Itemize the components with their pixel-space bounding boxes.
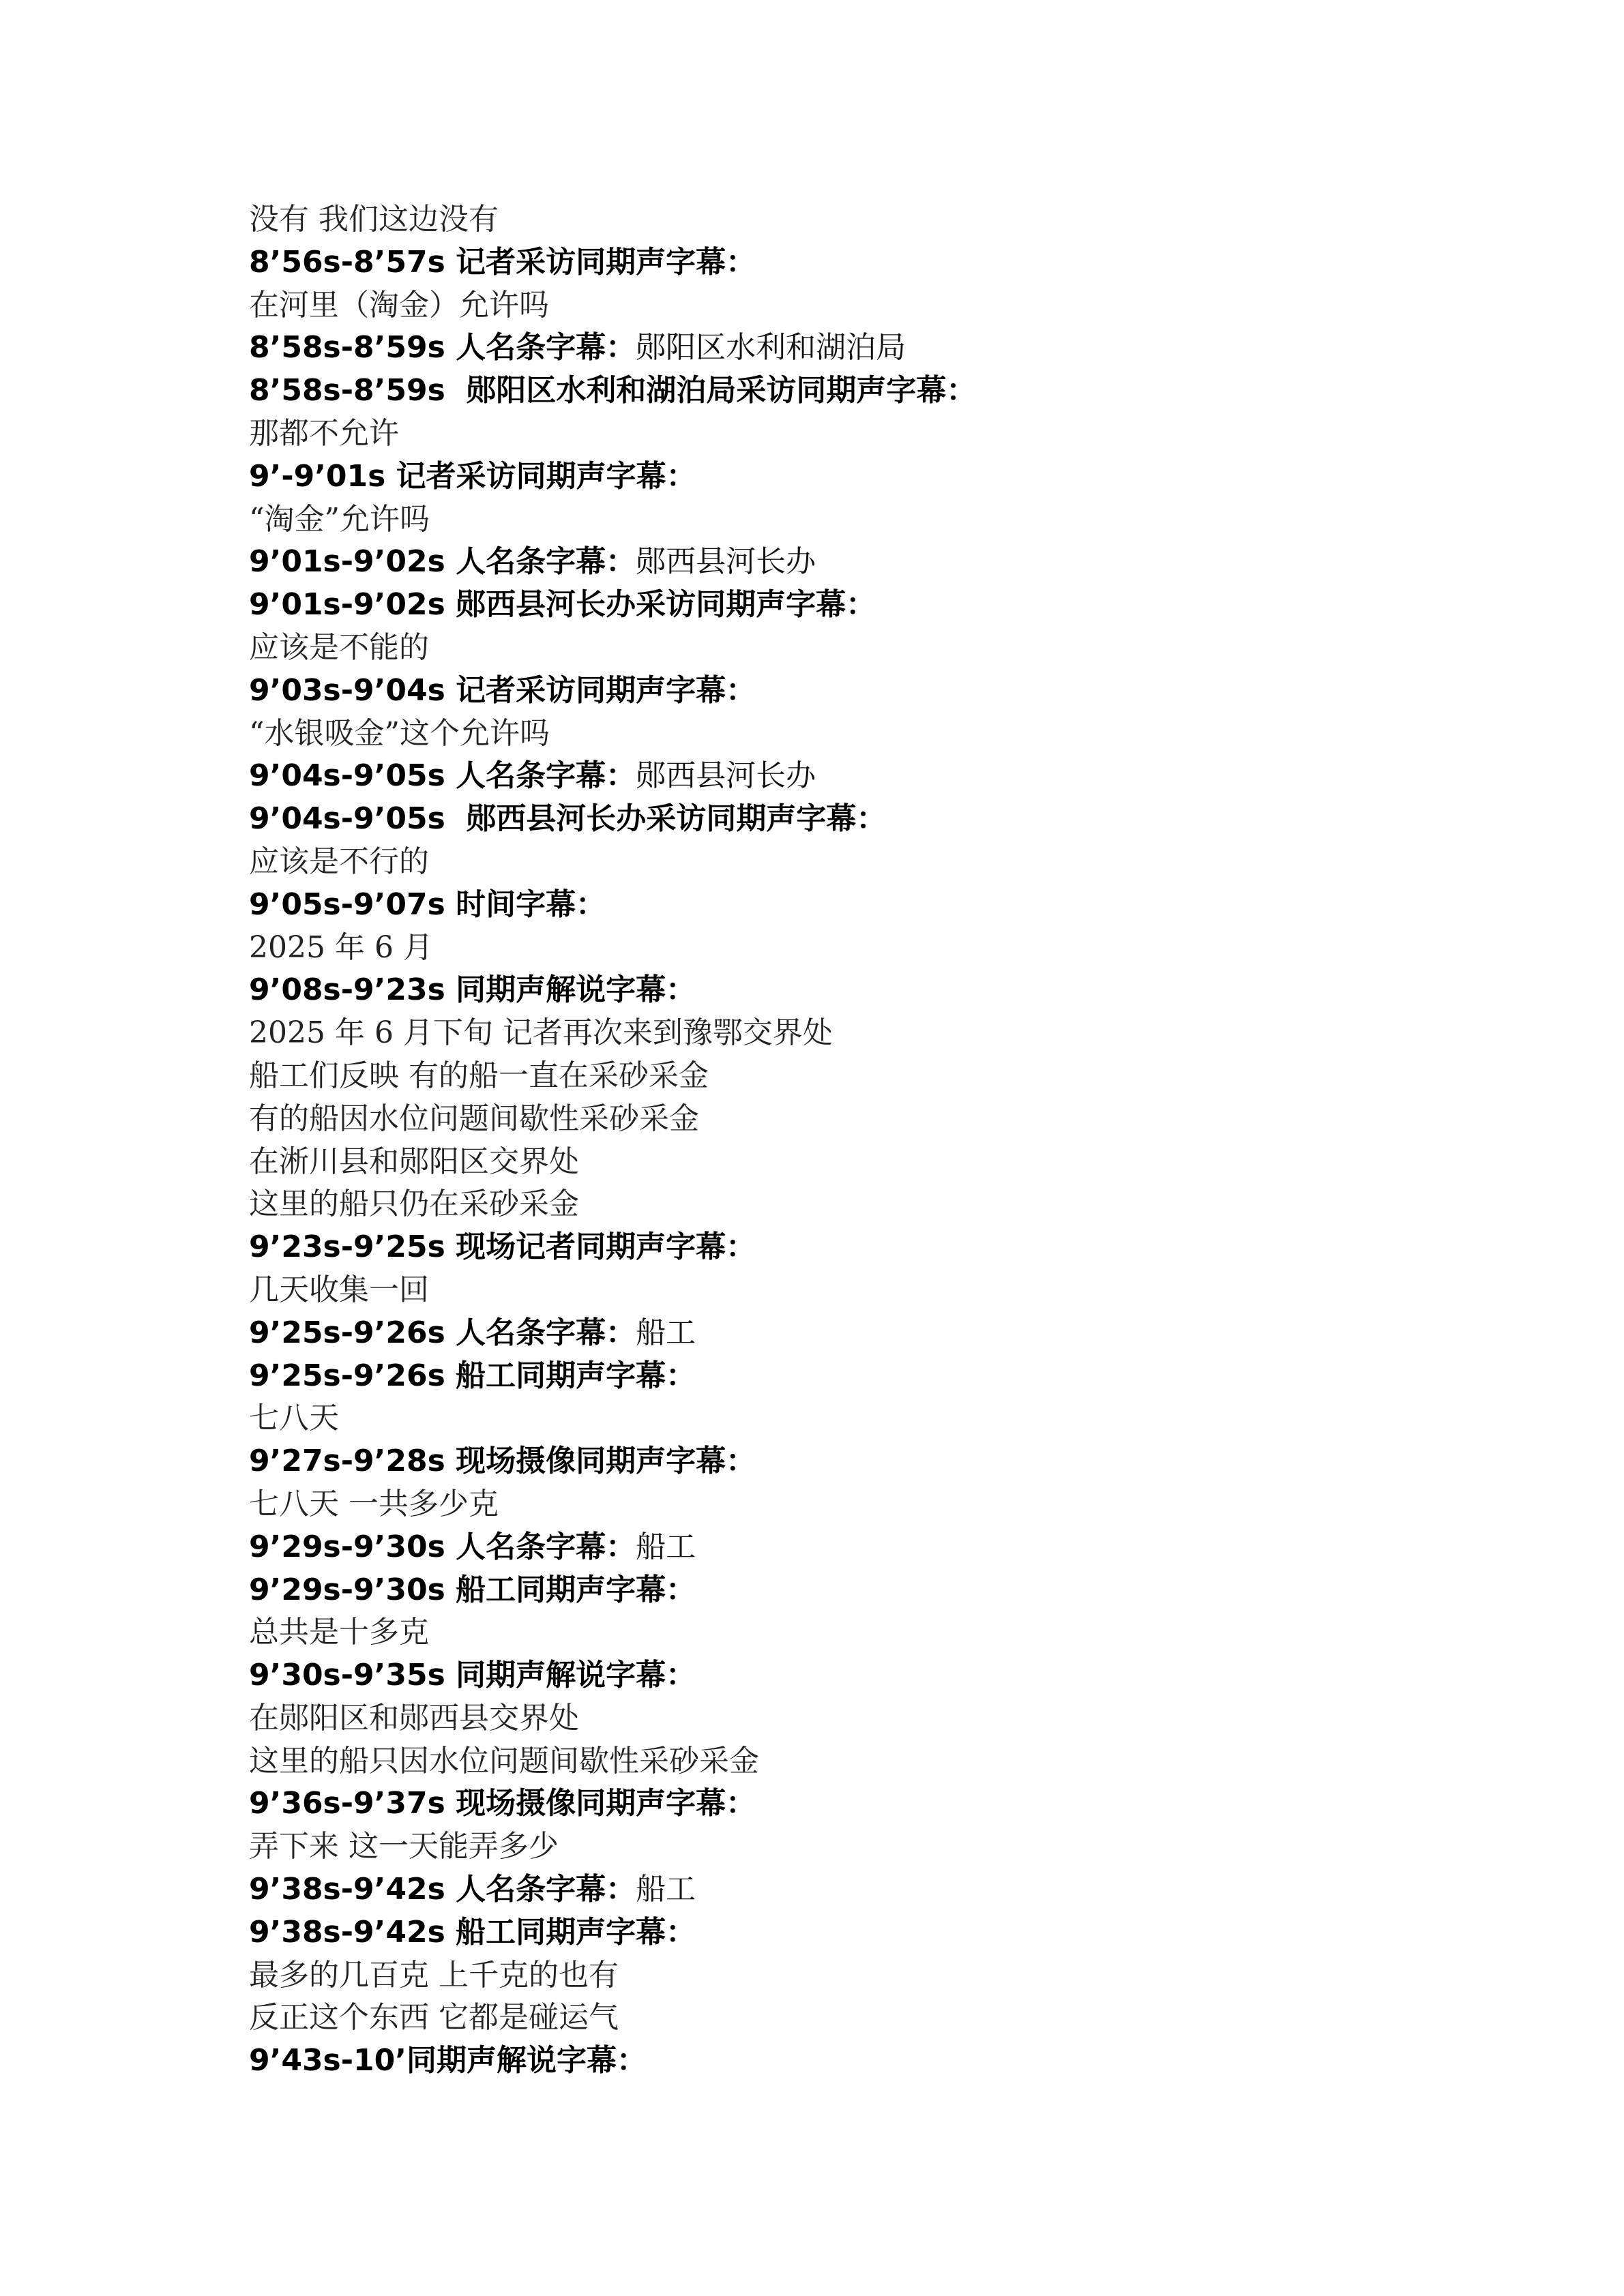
transcript-text: 2025 年 6 月下旬 记者再次来到豫鄂交界处 bbox=[249, 1015, 833, 1051]
subtitle-cue-line bbox=[249, 2040, 1545, 2083]
transcript-text: 应该是不行的 bbox=[249, 844, 429, 879]
transcript-line bbox=[249, 713, 1545, 756]
timecode-label: 9’01s-9’02s 人名条字幕： bbox=[249, 544, 636, 580]
timecode-label: 9’38s-9’42s 船工同期声字幕： bbox=[249, 1914, 696, 1950]
transcript-line bbox=[249, 841, 1545, 884]
timecode-label: 9’29s-9’30s 船工同期声字幕： bbox=[249, 1572, 696, 1607]
name-caption-text: 船工 bbox=[636, 1872, 696, 1907]
transcript-text: 2025 年 6 月 bbox=[249, 929, 433, 965]
timecode-label: 9’03s-9’04s 记者采访同期声字幕： bbox=[249, 672, 756, 708]
transcript-line bbox=[249, 1483, 1545, 1526]
transcript-line bbox=[249, 1055, 1545, 1098]
timecode-label: 9’04s-9’05s 郧西县河长办采访同期声字幕： bbox=[249, 801, 887, 837]
name-caption-text: 郧西县河长办 bbox=[636, 544, 816, 580]
subtitle-cue-line bbox=[249, 1783, 1545, 1825]
timecode-label: 9’25s-9’26s 船工同期声字幕： bbox=[249, 1358, 696, 1393]
name-caption-text: 船工 bbox=[636, 1315, 696, 1350]
name-caption-text: 船工 bbox=[636, 1529, 696, 1564]
subtitle-cue-line bbox=[249, 884, 1545, 927]
name-caption-text: 郧西县河长办 bbox=[636, 758, 816, 794]
transcript-text: 七八天 一共多少克 bbox=[249, 1486, 499, 1521]
subtitle-cue-line bbox=[249, 327, 1545, 370]
transcript-line bbox=[249, 1141, 1545, 1184]
subtitle-cue-line bbox=[249, 755, 1545, 798]
transcript-text: “水银吸金”这个允许吗 bbox=[249, 715, 550, 751]
transcript-text: 弄下来 这一天能弄多少 bbox=[249, 1829, 559, 1864]
transcript-line bbox=[249, 1397, 1545, 1440]
transcript-text: 船工们反映 有的船一直在采砂采金 bbox=[249, 1058, 709, 1093]
timecode-label: 8’58s-8’59s 人名条字幕： bbox=[249, 330, 636, 366]
name-caption-text: 郧阳区水利和湖泊局 bbox=[636, 330, 906, 366]
transcript-line bbox=[249, 1269, 1545, 1312]
timecode-label: 9’01s-9’02s 郧西县河长办采访同期声字幕： bbox=[249, 587, 876, 623]
transcript-text: 有的船因水位问题间歇性采砂采金 bbox=[249, 1101, 699, 1136]
transcript-line bbox=[249, 284, 1545, 327]
transcript-line bbox=[249, 1740, 1545, 1783]
timecode-label: 9’25s-9’26s 人名条字幕： bbox=[249, 1315, 636, 1350]
timecode-label: 8’56s-8’57s 记者采访同期声字幕： bbox=[249, 244, 756, 280]
timecode-label: 9’08s-9’23s 同期声解说字幕： bbox=[249, 972, 696, 1008]
timecode-label: 9’04s-9’05s 人名条字幕： bbox=[249, 758, 636, 794]
transcript-text: 反正这个东西 它都是碰运气 bbox=[249, 2000, 619, 2036]
timecode-label: 9’-9’01s 记者采访同期声字幕： bbox=[249, 458, 696, 494]
timecode-label: 9’43s-10’同期声解说字幕： bbox=[249, 2043, 647, 2078]
transcript-line bbox=[249, 1611, 1545, 1654]
transcript-text: 那都不允许 bbox=[249, 415, 399, 451]
transcript-line bbox=[249, 498, 1545, 541]
timecode-label: 9’29s-9’30s 人名条字幕： bbox=[249, 1529, 636, 1564]
subtitle-cue-line bbox=[249, 1911, 1545, 1954]
subtitle-cue-line bbox=[249, 1226, 1545, 1269]
transcript-text: 总共是十多克 bbox=[249, 1615, 429, 1650]
timecode-label: 9’05s-9’07s 时间字幕： bbox=[249, 886, 606, 922]
transcript-text: 这里的船只因水位问题间歇性采砂采金 bbox=[249, 1743, 759, 1778]
subtitle-cue-line bbox=[249, 1312, 1545, 1355]
timecode-label: 9’38s-9’42s 人名条字幕： bbox=[249, 1872, 636, 1907]
transcript-line bbox=[249, 1997, 1545, 2040]
transcript-text: 最多的几百克 上千克的也有 bbox=[249, 1957, 619, 1993]
timecode-label: 9’36s-9’37s 现场摄像同期声字幕： bbox=[249, 1786, 756, 1821]
subtitle-cue-line bbox=[249, 1440, 1545, 1483]
document-body bbox=[249, 198, 1545, 2083]
subtitle-cue-line bbox=[249, 370, 1545, 413]
transcript-line bbox=[249, 1098, 1545, 1141]
transcript-line bbox=[249, 1954, 1545, 1997]
transcript-line bbox=[249, 198, 1545, 241]
subtitle-cue-line bbox=[249, 456, 1545, 498]
subtitle-cue-line bbox=[249, 1526, 1545, 1569]
transcript-line bbox=[249, 927, 1545, 970]
subtitle-cue-line bbox=[249, 670, 1545, 713]
subtitle-cue-line bbox=[249, 1868, 1545, 1911]
transcript-line bbox=[249, 413, 1545, 456]
transcript-line bbox=[249, 1012, 1545, 1055]
timecode-label: 9’27s-9’28s 现场摄像同期声字幕： bbox=[249, 1444, 756, 1479]
transcript-text: 七八天 bbox=[249, 1401, 339, 1436]
subtitle-cue-line bbox=[249, 541, 1545, 584]
subtitle-cue-line bbox=[249, 798, 1545, 841]
subtitle-cue-line bbox=[249, 969, 1545, 1012]
transcript-line bbox=[249, 1697, 1545, 1740]
transcript-text: 在淅川县和郧阳区交界处 bbox=[249, 1144, 579, 1179]
transcript-text: 几天收集一回 bbox=[249, 1272, 429, 1307]
transcript-text: 在河里（淘金）允许吗 bbox=[249, 287, 549, 323]
timecode-label: 9’30s-9’35s 同期声解说字幕： bbox=[249, 1658, 696, 1693]
transcript-text: 这里的船只仍在采砂采金 bbox=[249, 1187, 579, 1222]
subtitle-cue-line bbox=[249, 584, 1545, 627]
transcript-text: “淘金”允许吗 bbox=[249, 501, 430, 537]
transcript-text: 应该是不能的 bbox=[249, 629, 429, 665]
subtitle-cue-line bbox=[249, 1654, 1545, 1697]
transcript-text: 在郧阳区和郧西县交界处 bbox=[249, 1700, 579, 1735]
subtitle-cue-line bbox=[249, 1569, 1545, 1612]
transcript-line bbox=[249, 627, 1545, 670]
transcript-text: 没有 我们这边没有 bbox=[249, 202, 499, 237]
subtitle-cue-line bbox=[249, 241, 1545, 284]
transcript-line bbox=[249, 1825, 1545, 1868]
transcript-line bbox=[249, 1183, 1545, 1226]
timecode-label: 9’23s-9’25s 现场记者同期声字幕： bbox=[249, 1229, 756, 1265]
subtitle-cue-line bbox=[249, 1355, 1545, 1398]
timecode-label: 8’58s-8’59s 郧阳区水利和湖泊局采访同期声字幕： bbox=[249, 373, 977, 408]
